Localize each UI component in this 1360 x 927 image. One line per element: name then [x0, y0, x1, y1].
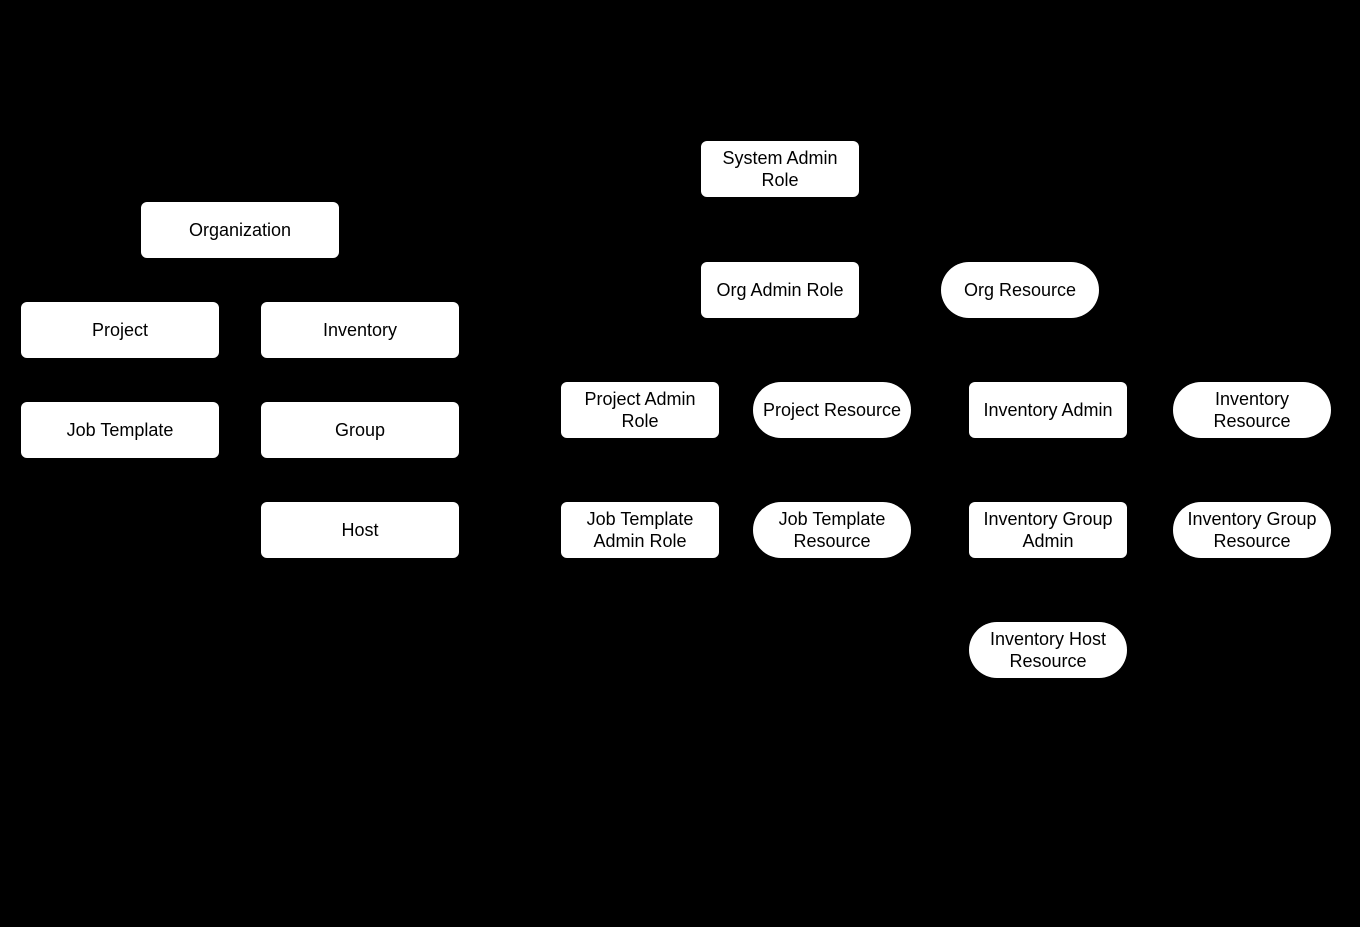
node-inventory-resource: Inventory Resource [1173, 382, 1331, 438]
node-org-admin-role: Org Admin Role [701, 262, 859, 318]
node-org-resource: Org Resource [941, 262, 1099, 318]
node-inventory-group-resource: Inventory Group Resource [1173, 502, 1331, 558]
node-inventory-host-resource: Inventory Host Resource [969, 622, 1127, 678]
node-host: Host [261, 502, 459, 558]
node-inventory-admin: Inventory Admin [969, 382, 1127, 438]
node-job-template-resource: Job Template Resource [753, 502, 911, 558]
node-group: Group [261, 402, 459, 458]
node-inventory-group-admin: Inventory Group Admin [969, 502, 1127, 558]
node-job-template: Job Template [21, 402, 219, 458]
node-project: Project [21, 302, 219, 358]
node-organization: Organization [141, 202, 339, 258]
node-system-admin-role: System Admin Role [701, 141, 859, 197]
node-project-admin-role: Project Admin Role [561, 382, 719, 438]
node-project-resource: Project Resource [753, 382, 911, 438]
node-job-template-admin-role: Job Template Admin Role [561, 502, 719, 558]
node-inventory: Inventory [261, 302, 459, 358]
